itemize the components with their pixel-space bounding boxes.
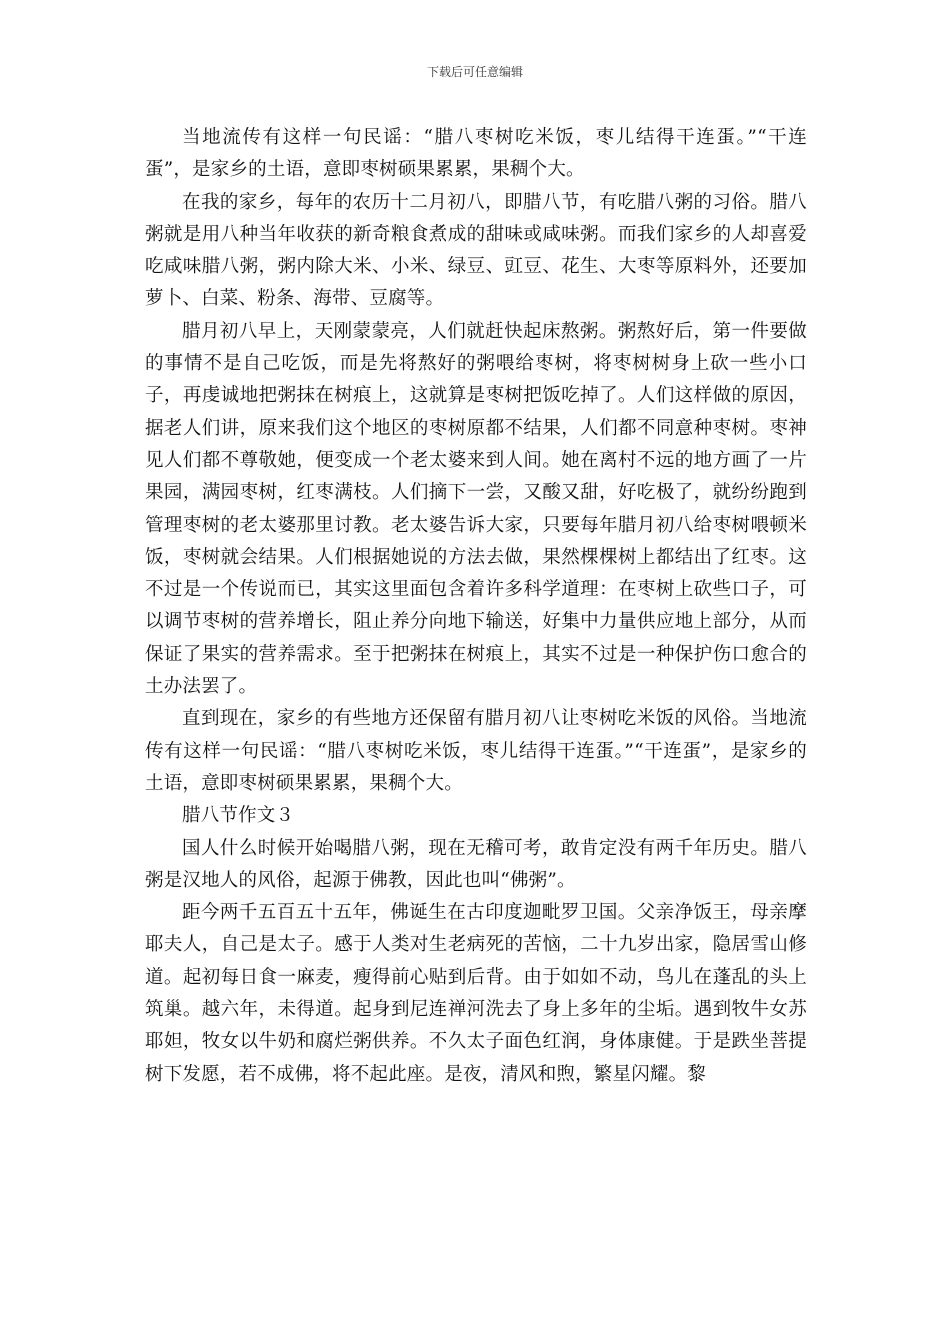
paragraph-laba-custom: 在我的家乡，每年的农历十二月初八，即腊八节，有吃腊八粥的习俗。腊八粥就是用八种当年收获的新奇粮食煮成的甜味或咸味粥。而我们家乡的人却喜爱吃咸味腊八粥，粥内除大米、小米、绿豆、豇豆、花生、大枣等原料外，还要加萝卜、白菜、粉条、海带、豆腐等。 (145, 191, 807, 310)
document-body (145, 122, 807, 1091)
paragraph-folk-rhyme: 当地流传有这样一句民谣：“腊八枣树吃米饭，枣儿结得干连蛋。”“干连蛋”，是家乡的土语，意即枣树硕果累累，果稠个大。 (145, 127, 807, 181)
section-heading: 腊八节作文３ (182, 805, 295, 827)
paragraph-feeding-jujube-trees: 腊月初八早上，天刚蒙蒙亮，人们就赶快起床熬粥。粥熬好后，第一件要做的事情不是自己吃饭，而是先将熬好的粥喂给枣树，将枣树树身上砍一些小口子，再虔诚地把粥抹在树痕上，这就算是枣树把饭吃掉了。人们这样做的原因，据老人们讲，原来我们这个地区的枣树原都不结果，人们都不同意种枣树。枣神见人们都不尊敬她，便变成一个老太婆来到人间。她在离村不远的地方画了一片果园，满园枣树，红枣满枝。人们摘下一尝，又酸又甜，好吃极了，就纷纷跑到管理枣树的老太婆那里讨教。老太婆告诉大家，只要每年腊月初八给枣树喂顿米饭，枣树就会结果。人们根据她说的方法去做，果然棵棵树上都结出了红枣。这不过是一个传说而已，其实这里面包含着许多科学道理：在枣树上砍些口子，可以调节枣树的营养增长，阻止养分向地下输送，好集中力量供应地上部分，从而保证了果实的营养需求。至于把粥抹在树痕上，其实不过是一种保护伤口愈合的土办法罢了。 (145, 320, 807, 698)
page-header: 下载后可任意编辑 (426, 65, 523, 79)
paragraph-buddha-story: 距今两千五百五十五年，佛诞生在古印度迦毗罗卫国。父亲净饭王，母亲摩耶夫人，自己是太子。感于人类对生老病死的苦恼，二十九岁出家，隐居雪山修道。起初每日食一麻麦，瘦得前心贴到后背。由于如如不动，鸟儿在蓬乱的头上筑巢。越六年，未得道。起身到尼连禅河洗去了身上多年的尘垢。遇到牧牛女苏耶妲，牧女以牛奶和腐烂粥供养。不久太子面色红润，身体康健。于是跌坐菩提树下发愿，若不成佛，将不起此座。是夜，清风和煦，繁星闪耀。黎 (145, 902, 807, 1085)
paragraph-origin: 国人什么时候开始喝腊八粥，现在无稽可考，敢肯定没有两千年历史。腊八粥是汉地人的风俗，起源于佛教，因此也叫“佛粥”。 (145, 837, 807, 891)
paragraph-custom-today: 直到现在，家乡的有些地方还保留有腊月初八让枣树吃米饭的风俗。当地流传有这样一句民谣：“腊八枣树吃米饭，枣儿结得干连蛋。”“干连蛋”，是家乡的土语，意即枣树硕果累累，果稠个大。 (145, 708, 807, 794)
